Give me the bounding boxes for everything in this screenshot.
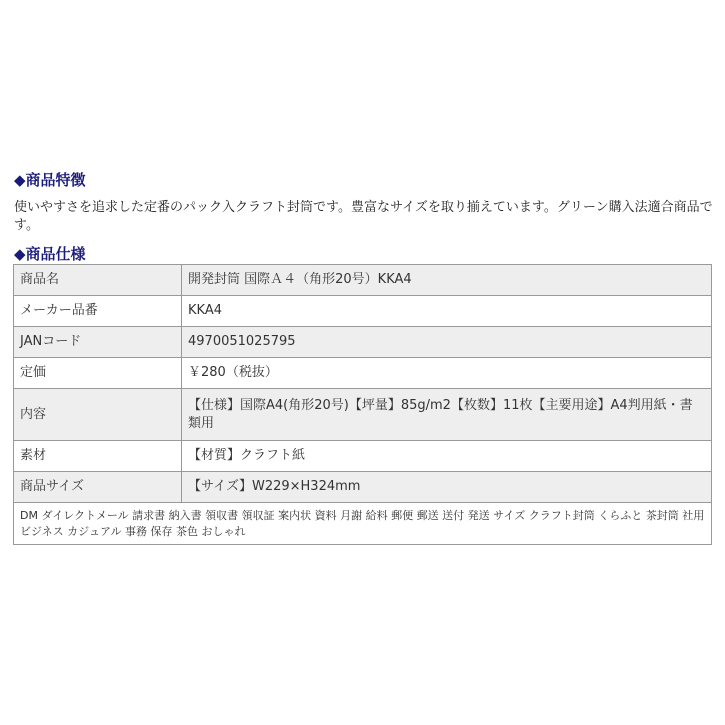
keywords-text: DM ダイレクトメール 請求書 納入書 領収書 領収証 案内状 資料 月謝 給料 郵便 郵送 送付 発送 サイズ クラフト封筒 くらふと 茶封筒 社用 ビジネス カジュアル 事務 保存 茶色 おしゃれ [14,503,712,545]
spec-row-maker-part-number [14,296,712,327]
spec-label: 商品サイズ [14,472,182,503]
spec-value: KKA4 [182,296,712,327]
spec-label: 素材 [14,441,182,472]
spec-label: メーカー品番 [14,296,182,327]
spec-row-jan-code [14,327,712,358]
spec-row-list-price [14,358,712,389]
spec-value: 【材質】クラフト紙 [182,441,712,472]
spec-row-keywords [14,503,712,545]
spec-label: 定価 [14,358,182,389]
spec-row-product-name [14,265,712,296]
spec-value: 【仕様】国際A4(角形20号)【坪量】85g/m2【枚数】11枚【主要用途】A4判用紙・書類用 [182,389,712,441]
spec-heading: ◆商品仕様 [14,245,86,263]
spec-label: 商品名 [14,265,182,296]
spec-table [13,264,712,545]
spec-value: ￥280（税抜） [182,358,712,389]
spec-row-product-size [14,472,712,503]
spec-value: 開発封筒 国際Ａ４（角形20号）KKA4 [182,265,712,296]
product-description: 使いやすさを追求した定番のパック入クラフト封筒です。豊富なサイズを取り揃えています。グリーン購入法適合商品です。 [14,200,713,233]
spec-row-material [14,441,712,472]
spec-label: JANコード [14,327,182,358]
spec-value: 【サイズ】W229×H324mm [182,472,712,503]
spec-label: 内容 [14,389,182,441]
features-heading: ◆商品特徴 [14,171,86,189]
spec-value: 4970051025795 [182,327,712,358]
spec-row-contents [14,389,712,441]
